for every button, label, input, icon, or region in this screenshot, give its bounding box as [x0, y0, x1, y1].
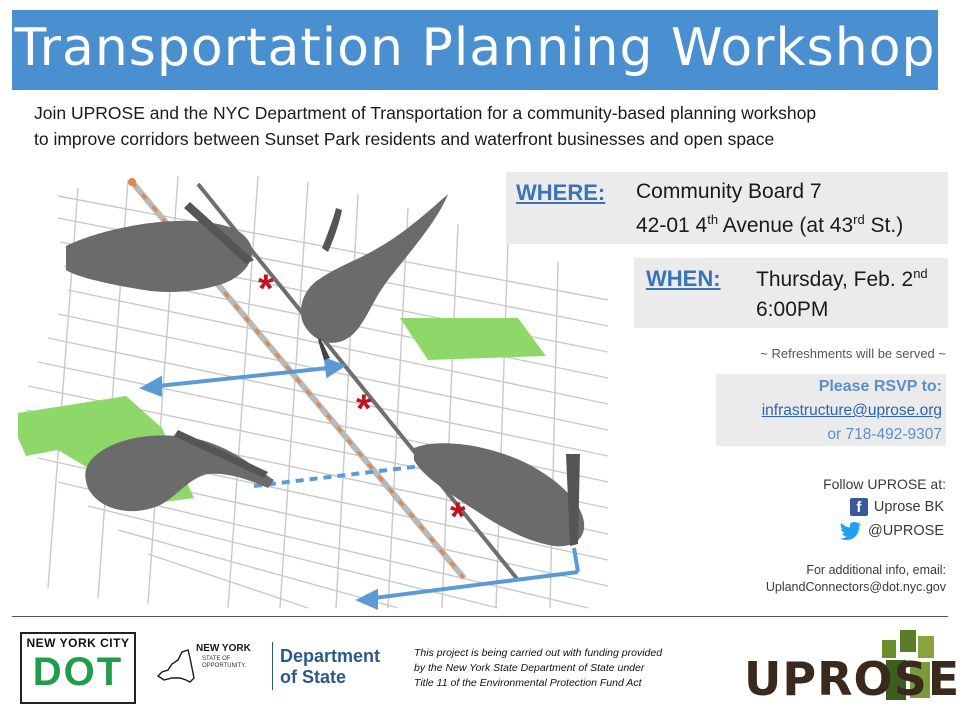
asterisk-1: *	[258, 267, 274, 311]
footer-divider	[12, 616, 948, 617]
orange-dot	[128, 178, 136, 186]
additional-info-email[interactable]: UplandConnectors@dot.nyc.gov	[765, 580, 946, 594]
when-time: 6:00PM	[756, 298, 829, 321]
intro-line-1: Join UPROSE and the NYC Department of Transportation for a community-based planning workshop	[34, 103, 817, 123]
where-address: 42-01 4th Avenue (at 43rd St.)	[636, 212, 904, 237]
where-venue: Community Board 7	[636, 180, 822, 203]
refreshments-note: ~ Refreshments will be served ~	[760, 346, 946, 361]
intro-line-2: to improve corridors between Sunset Park residents and waterfront businesses and open space	[34, 129, 775, 149]
rsvp-box	[716, 374, 946, 446]
where-label: WHERE:	[516, 180, 606, 205]
uprose-logo	[744, 624, 960, 714]
when-label: WHEN:	[646, 266, 721, 291]
follow-label: Follow UPROSE at:	[823, 476, 946, 492]
nys-department-of-state-logo	[152, 640, 392, 696]
dot-logo-letters: DOT	[32, 650, 124, 694]
department-of-state-text: Department of State	[280, 646, 381, 687]
additional-info	[700, 562, 946, 596]
rsvp-title: Please RSVP to:	[818, 378, 942, 395]
uprose-wordmark: UPROSE	[744, 652, 960, 706]
green-park-right	[400, 318, 546, 360]
when-date: Thursday, Feb. 2nd	[756, 266, 928, 291]
where-box	[506, 172, 948, 244]
title-banner	[12, 10, 938, 90]
ny-state-slogan: STATE OF OPPORTUNITY.	[202, 656, 247, 669]
intro-text	[34, 100, 944, 152]
facebook-handle: Uprose BK	[873, 499, 944, 515]
logo-divider	[272, 642, 273, 690]
twitter-link[interactable]	[840, 522, 944, 540]
additional-info-label: For additional info, email:	[806, 563, 946, 577]
dot-logo-top: NEW YORK CITY	[26, 636, 130, 650]
nyc-dot-logo	[20, 632, 136, 704]
when-box	[634, 258, 948, 328]
ny-state-text: NEW YORK	[196, 643, 251, 654]
asterisk-3: *	[450, 495, 466, 539]
facebook-icon: f	[850, 498, 868, 516]
new-york-state-map-icon	[152, 646, 196, 688]
rsvp-email-link[interactable]: infrastructure@uprose.org	[761, 402, 942, 419]
twitter-handle: @UPROSE	[868, 523, 944, 539]
facebook-link[interactable]	[850, 498, 944, 516]
twitter-icon	[840, 522, 862, 540]
funding-note: This project is being carried out with funding provided by the New York State Department of State under Title 11 of the Environmental Protection Fund Act	[414, 647, 663, 689]
rsvp-phone: or 718-492-9307	[827, 426, 942, 443]
asterisk-2: *	[356, 387, 372, 431]
page-title: Transportation Planning Workshop	[14, 18, 936, 78]
